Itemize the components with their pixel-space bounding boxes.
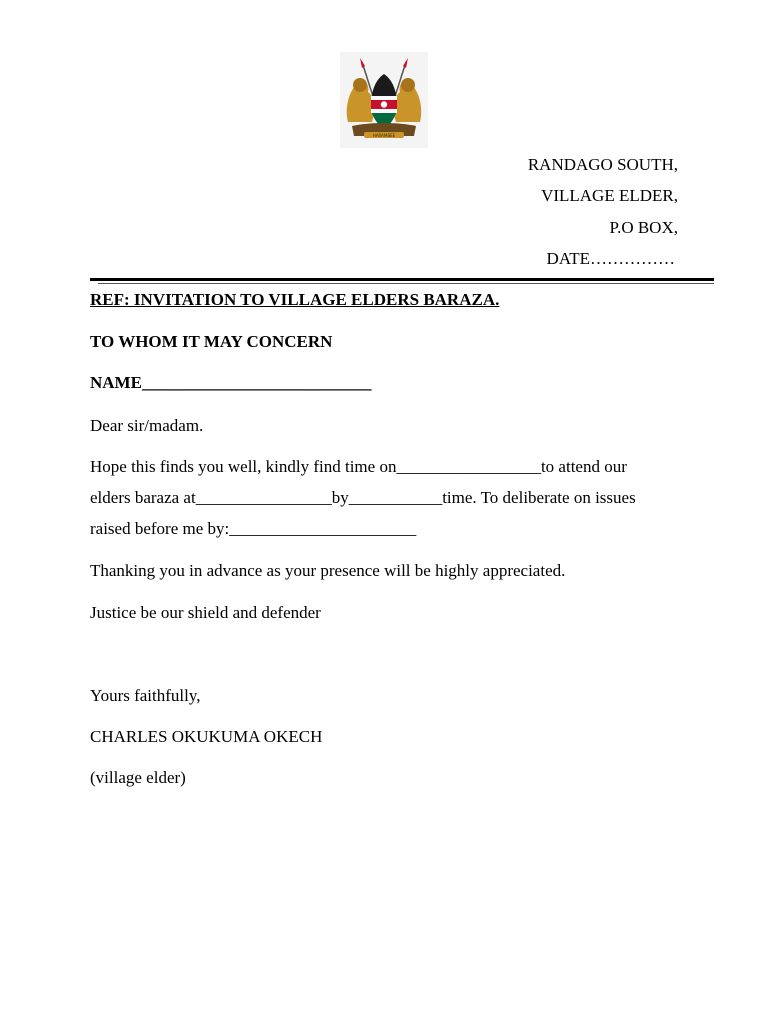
- greeting: Dear sir/madam.: [90, 416, 204, 435]
- motto-ribbon-text: HARAMBEE: [372, 133, 396, 138]
- signatory-name: CHARLES OKUKUMA OKECH: [90, 727, 323, 746]
- address-line-location: RANDAGO SOUTH,: [527, 155, 678, 174]
- thanks-paragraph: Thanking you in advance as your presence will be highly appreciated.: [90, 561, 566, 580]
- name-field: NAME___________________________: [90, 373, 372, 392]
- reference-line: REF: INVITATION TO VILLAGE ELDERS BARAZA.: [90, 290, 500, 309]
- motto-line: Justice be our shield and defender: [90, 603, 321, 622]
- address-line-pobox: P.O BOX,: [609, 218, 678, 237]
- address-line-title: VILLAGE ELDER,: [541, 186, 678, 205]
- body-line-2: elders baraza at________________by___________time. To deliberate on issues: [90, 488, 636, 507]
- body-line-3: raised before me by:______________________: [90, 519, 417, 538]
- header-divider: [90, 278, 714, 281]
- closing: Yours faithfully,: [90, 686, 201, 705]
- address-line-date: DATE……………: [546, 249, 675, 268]
- salutation-header: TO WHOM IT MAY CONCERN: [90, 332, 333, 351]
- body-line-1: Hope this finds you well, kindly find time on_________________to attend our: [90, 457, 627, 476]
- coat-of-arms-icon: [340, 52, 428, 148]
- header-divider-thin: [98, 283, 714, 284]
- signatory-title: (village elder): [90, 768, 186, 787]
